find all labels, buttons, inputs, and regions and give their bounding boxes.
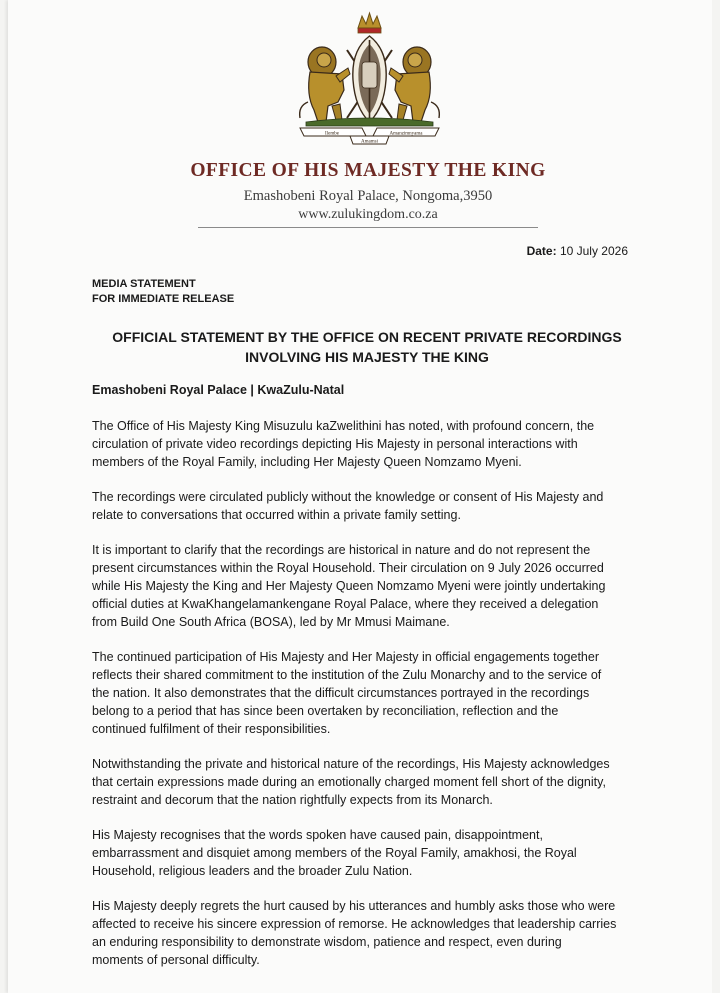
body-paragraph: The continued participation of His Majesty and Her Majesty in official engagements together reflects their shared commitment to the institution of the Zulu Monarchy and to the service of the nation. It also demonstrates that the difficult circumstances portrayed in the recordings belong to a period that has since been overtaken by reconciliation, reflection and the continued fulfilment of their responsibilities. — [92, 650, 602, 736]
date-label: Date: — [526, 244, 557, 258]
body-paragraph: His Majesty recognises that the words spoken have caused pain, disappointment, embarrassment and disquiet among members of the Royal Family, amakhosi, the Royal Household, religious leaders and the broader Zulu Nation. — [92, 828, 577, 878]
office-title: OFFICE OF HIS MAJESTY THE KING — [190, 160, 546, 181]
headline-line: INVOLVING HIS MAJESTY THE KING — [245, 349, 489, 365]
crest-motto-bottom: Amamsi — [361, 139, 378, 145]
office-address: Emashobeni Royal Palace, Nongoma,3950 — [243, 188, 493, 204]
body-paragraph: The recordings were circulated publicly without the knowledge or consent of His Majesty and relate to conversations that occurred within a private family setting. — [92, 490, 604, 522]
right-lion-icon — [389, 47, 439, 122]
body-paragraph: The Office of His Majesty King Misuzulu kaZwelithini has noted, with profound concern, the circulation of private video recordings depicting His Majesty in personal interactions with members of the Royal Family, including Her Majesty Queen Nomzamo Myeni. — [92, 419, 595, 469]
body-paragraph: His Majesty deeply regrets the hurt caused by his utterances and humbly asks those who were affected to receive his sincere expression of remorse. He acknowledges that leadership carries an enduring responsibility to demonstrate wisdom, patience and respect, even during moments of personal difficulty. — [92, 899, 617, 967]
statement-date — [527, 244, 628, 258]
crest-motto-left: Ilembe — [325, 131, 339, 137]
date-value: 10 July 2026 — [559, 244, 628, 258]
royal-crest-logo — [292, 10, 447, 155]
headline-line: OFFICIAL STATEMENT BY THE OFFICE ON RECENT PRIVATE RECORDINGS — [112, 329, 622, 345]
release-type — [92, 277, 234, 307]
body-paragraph: It is important to clarify that the recordings are historical in nature and do not represent the present circumstances within the Royal Household. Their circulation on 9 July 2026 occurred while His Majesty the King and Her Majesty Queen Nomzamo Myeni were jointly undertaking official duties at KwaKhangelamankengane Royal Palace, where they received a delegation from Build One South Africa (BOSA), led by Mr Mmusi Maimane. — [92, 543, 606, 629]
letterhead-divider — [198, 227, 538, 228]
crown-icon — [358, 13, 381, 33]
crest-motto-right: Amanzimnyama — [389, 131, 423, 137]
shield-icon — [353, 36, 386, 122]
motto-ribbon — [300, 128, 439, 145]
document-page — [8, 0, 712, 993]
left-lion-icon — [300, 47, 350, 122]
statement-headline — [92, 327, 642, 367]
body-paragraph: Notwithstanding the private and historical nature of the recordings, His Majesty acknowledges that certain expressions made during an emotionally charged moment fell short of the dignity, restraint and decorum that the nation rightfully expects from its Monarch. — [92, 757, 610, 807]
immediate-release-label: FOR IMMEDIATE RELEASE — [92, 293, 235, 305]
dateline: Emashobeni Royal Palace | KwaZulu-Natal — [92, 383, 345, 397]
statement-body — [92, 417, 652, 986]
media-statement-label: MEDIA STATEMENT — [92, 278, 196, 290]
office-website: www.zulukingdom.co.za — [298, 207, 438, 222]
